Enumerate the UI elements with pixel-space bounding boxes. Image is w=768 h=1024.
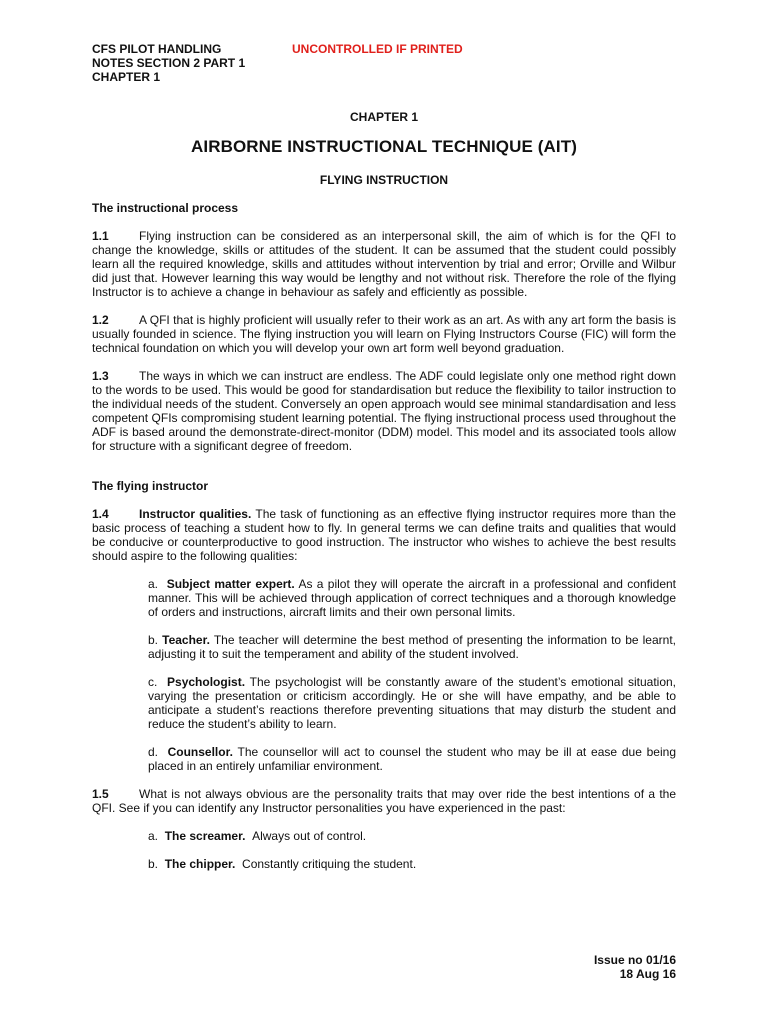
- item-lead: The chipper.: [164, 857, 236, 871]
- paragraph-text: The task of functioning as an effective flying instructor requires more than the basic process of teaching a student how to fly. In general terms we can define traits and qualities that would be conducive or counterproductive to good instruction. The instructor who wishes to achieve the best results should aspire to the following qualities:: [92, 507, 676, 563]
- paragraph-1-5: [92, 787, 676, 815]
- paragraph-number: 1.3: [92, 369, 109, 383]
- personality-item-screamer: [148, 829, 676, 843]
- item-letter: a.: [148, 577, 159, 591]
- paragraph-lead: Instructor qualities.: [139, 507, 252, 521]
- paragraph-1-3: [92, 369, 676, 453]
- page-subtitle: FLYING INSTRUCTION: [319, 173, 449, 187]
- item-text: Always out of control.: [252, 829, 367, 843]
- paragraph-number: 1.4: [92, 507, 109, 521]
- item-text: As a pilot they will operate the aircraft in a professional and confident manner. This will be achieved through application of correct techniques and a thorough knowledge of orders and instructions, aircraft limits and their own personal limits.: [148, 577, 677, 619]
- item-letter: a.: [148, 829, 159, 843]
- item-text: The counsellor will act to counsel the student who may be ill at ease due being placed in an entirely unfamiliar environment.: [148, 745, 676, 773]
- personality-item-chipper: [148, 857, 676, 871]
- item-lead: The screamer.: [164, 829, 246, 843]
- item-text: The psychologist will be constantly aware of the student’s emotional situation, varying the presentation or criticism accordingly. He or she will have empathy, and be able to anticipate a student’s reactions therefore preventing situations that may disturb the student and reduce the student’s ability to learn.: [148, 675, 676, 731]
- item-text: The teacher will determine the best method of presenting the information to be learnt, adjusting it to suit the temperament and ability of the student involved.: [148, 633, 676, 661]
- document-footer: [594, 953, 676, 981]
- quality-item-teacher: [148, 633, 676, 661]
- paragraph-number: 1.5: [92, 787, 109, 801]
- item-lead: Teacher.: [162, 633, 210, 647]
- page-title: AIRBORNE INSTRUCTIONAL TECHNIQUE (AIT): [191, 137, 577, 156]
- header-line-3: CHAPTER 1: [92, 70, 161, 84]
- item-letter: b.: [148, 857, 159, 871]
- section-heading-instructional-process: The instructional process: [92, 201, 239, 215]
- quality-item-subject-matter-expert: [148, 577, 676, 619]
- paragraph-1-4: [92, 507, 676, 563]
- paragraph-1-1: [92, 229, 676, 299]
- item-lead: Counsellor.: [167, 745, 233, 759]
- quality-item-psychologist: [148, 675, 676, 731]
- header-line-2: NOTES SECTION 2 PART 1: [92, 56, 246, 70]
- issue-number: Issue no 01/16: [593, 953, 676, 967]
- paragraph-text: A QFI that is highly proficient will usually refer to their work as an art. As with any art form the basis is usually founded in science. The flying instruction you will learn on Flying Instructors Course (FIC) will form the technical foundation on which you will develop your own art form well beyond graduation.: [92, 313, 676, 355]
- item-letter: b.: [148, 633, 159, 647]
- paragraph-number: 1.1: [92, 229, 109, 243]
- paragraph-text: The ways in which we can instruct are endless. The ADF could legislate only one method right down to the words to be used. This would be good for standardisation but reduce the flexibility to tailor instruction to the individual needs of the student. Conversely an open approach would see minimal standardisation and less competent QFIs compromising student learning potential. The flying instructional process used throughout the ADF is based around the demonstrate-direct-monitor (DDM) model. This model and its associated tools allow for structure with a significant degree of freedom.: [92, 369, 676, 453]
- item-text: Constantly critiquing the student.: [242, 857, 417, 871]
- document-body: [92, 201, 676, 885]
- uncontrolled-stamp: UNCONTROLLED IF PRINTED: [292, 42, 463, 56]
- paragraph-text: Flying instruction can be considered as an interpersonal skill, the aim of which is for the QFI to change the knowledge, skills or attitudes of the student. It can be assumed that the student could possibly learn all the required knowledge, skills and attitudes without intervention by trial and error; Orville and Wilbur did just that. However learning this way would be lengthy and not without risk. Therefore the role of the flying Instructor is to achieve a change in behaviour as safely and efficiently as possible.: [92, 229, 676, 299]
- paragraph-number: 1.2: [92, 313, 109, 327]
- paragraph-text: What is not always obvious are the personality traits that may over ride the best intentions of a the QFI. See if you can identify any Instructor personalities you have experienced in the past:: [92, 787, 676, 815]
- document-header: [92, 42, 245, 84]
- chapter-label: CHAPTER 1: [349, 110, 418, 124]
- section-heading-flying-instructor: The flying instructor: [92, 479, 209, 493]
- item-lead: Subject matter expert.: [166, 577, 295, 591]
- item-letter: c.: [148, 675, 158, 689]
- issue-date: 18 Aug 16: [619, 967, 676, 981]
- paragraph-1-2: [92, 313, 676, 355]
- item-letter: d.: [148, 745, 159, 759]
- item-lead: Psychologist.: [167, 675, 246, 689]
- quality-item-counsellor: [148, 745, 676, 773]
- header-line-1: CFS PILOT HANDLING: [92, 42, 222, 56]
